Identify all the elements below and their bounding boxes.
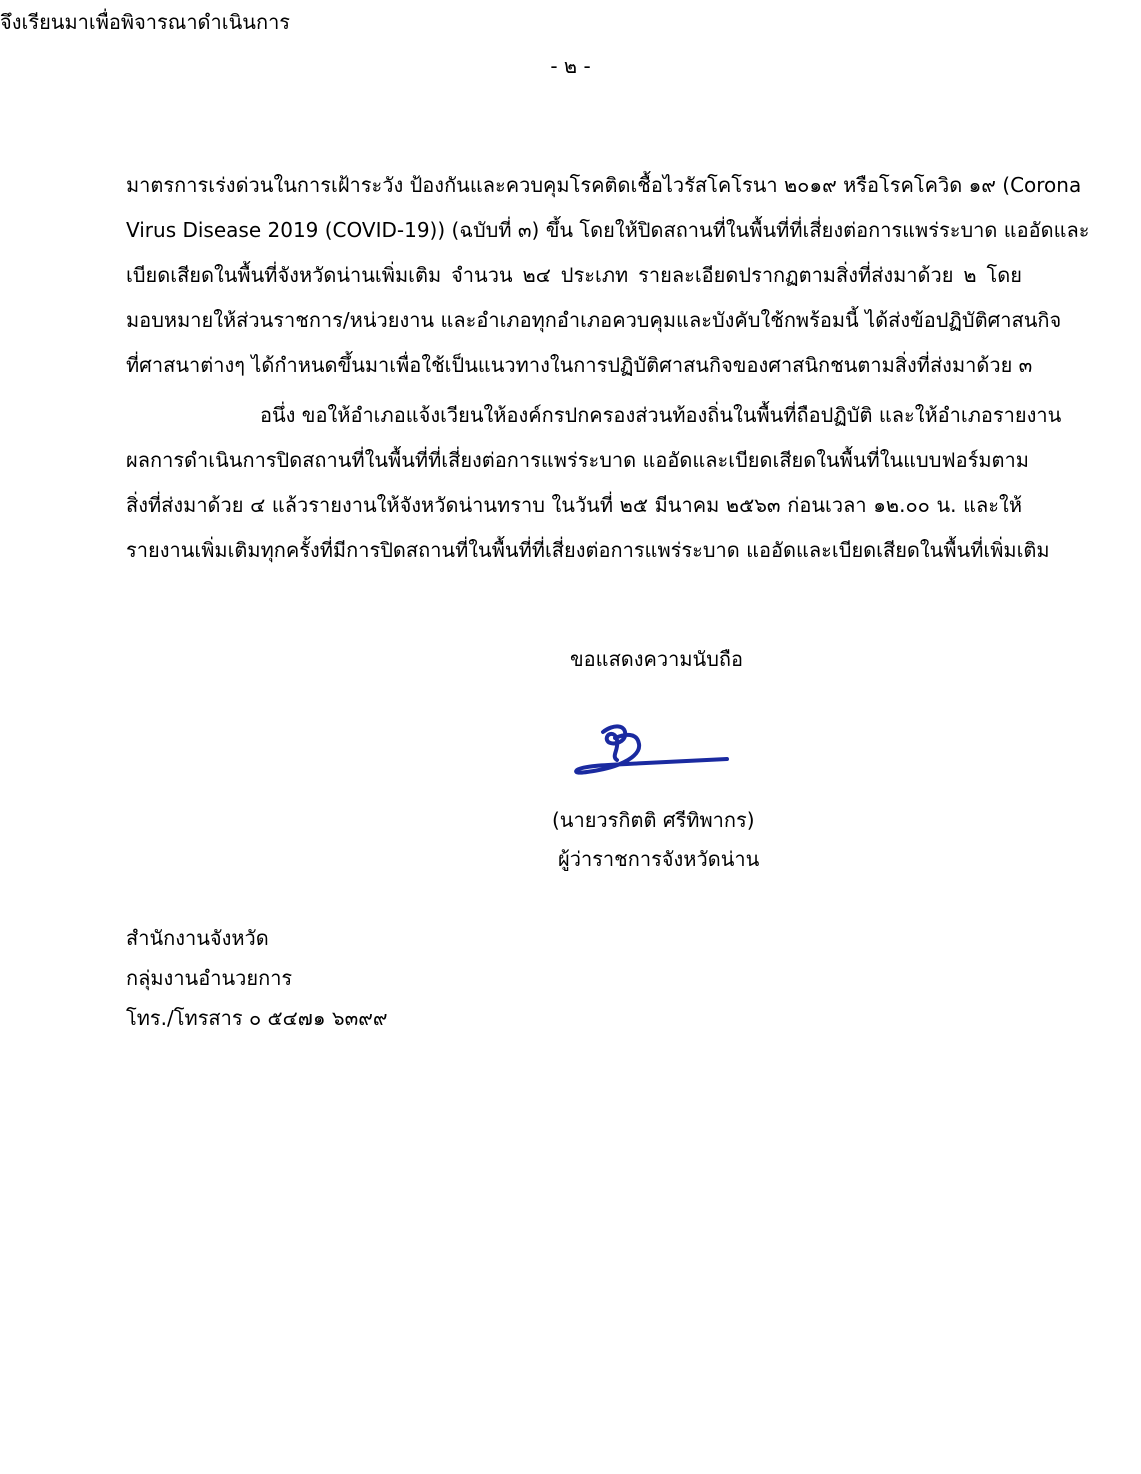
- handwritten-signature: [565, 710, 740, 790]
- paragraph-2-line-1: อนึ่ง ขอให้อำเภอแจ้งเวียนให้องค์กรปกครองส่วนท้องถิ่นในพื้นที่ถือปฏิบัติ และให้อำเภอรายงาน: [260, 403, 1062, 427]
- paragraph-2-line-3: สิ่งที่ส่งมาด้วย ๔ แล้วรายงานให้จังหวัดน่านทราบ ในวันที่ ๒๕ มีนาคม ๒๕๖๓ ก่อนเวลา ๑๒.๐๐ น. และให้: [126, 493, 1022, 517]
- signer-name: (นายวรกิตติ ศรีทิพากร): [552, 808, 755, 832]
- paragraph-1-line-1: มาตรการเร่งด่วนในการเฝ้าระวัง ป้องกันและควบคุมโรคติดเชื้อไวรัสโคโรนา ๒๐๑๙ หรือโรคโควิด ๑๙ (Corona: [126, 173, 1082, 197]
- paragraph-1-line-2: Virus Disease 2019 (COVID-19)) (ฉบับที่ ๓) ขึ้น โดยให้ปิดสถานที่ในพื้นที่ที่เสี่ยงต่อการแพร่ระบาด แออัดและ: [126, 218, 1090, 242]
- footer-group: กลุ่มงานอำนวยการ: [126, 966, 293, 990]
- paragraph-1-line-3: เบียดเสียดในพื้นที่จังหวัดน่านเพิ่มเติม จำนวน ๒๔ ประเภท รายละเอียดปรากฏตามสิ่งที่ส่งมาด้วย ๒ โดย: [126, 263, 1022, 287]
- footer-phone: โทร./โทรสาร ๐ ๕๔๗๑ ๖๓๙๙: [126, 1006, 388, 1030]
- footer-office: สำนักงานจังหวัด: [126, 926, 269, 950]
- paragraph-1-line-4: มอบหมายให้ส่วนราชการ/หน่วยงาน และอำเภอทุกอำเภอควบคุมและบังคับใช้กพร้อมนี้ ได้ส่งข้อปฏิบัติศาสนกิจ: [126, 308, 1062, 332]
- closing-salutation: ขอแสดงความนับถือ: [570, 647, 744, 671]
- paragraph-1-line-5: ที่ศาสนาต่างๆ ได้กำหนดขึ้นมาเพื่อใช้เป็นแนวทางในการปฏิบัติศาสนกิจของศาสนิกชนตามสิ่งที่ส่งมาด้วย ๓: [126, 353, 1033, 377]
- paragraph-2-line-2: ผลการดำเนินการปิดสถานที่ในพื้นที่ที่เสี่ยงต่อการแพร่ระบาด แออัดและเบียดเสียดในพื้นที่ในแบบฟอร์มตาม: [126, 448, 1029, 472]
- body-paragraph-2: [126, 393, 1062, 573]
- paragraph-2-line-4: รายงานเพิ่มเติมทุกครั้งที่มีการปิดสถานที่ในพื้นที่ที่เสี่ยงต่อการแพร่ระบาด แออัดและเบียดเสียดในพื้นที่เพิ่มเติม: [126, 538, 1050, 562]
- signer-title: ผู้ว่าราชการจังหวัดน่าน: [558, 847, 760, 871]
- page-number: - ๒ -: [550, 54, 591, 78]
- footer-contact: [126, 918, 388, 1038]
- body-paragraph-3: จึงเรียนมาเพื่อพิจารณาดำเนินการ: [0, 10, 291, 34]
- body-paragraph-1: [126, 163, 1090, 388]
- signature-stroke: [576, 726, 727, 772]
